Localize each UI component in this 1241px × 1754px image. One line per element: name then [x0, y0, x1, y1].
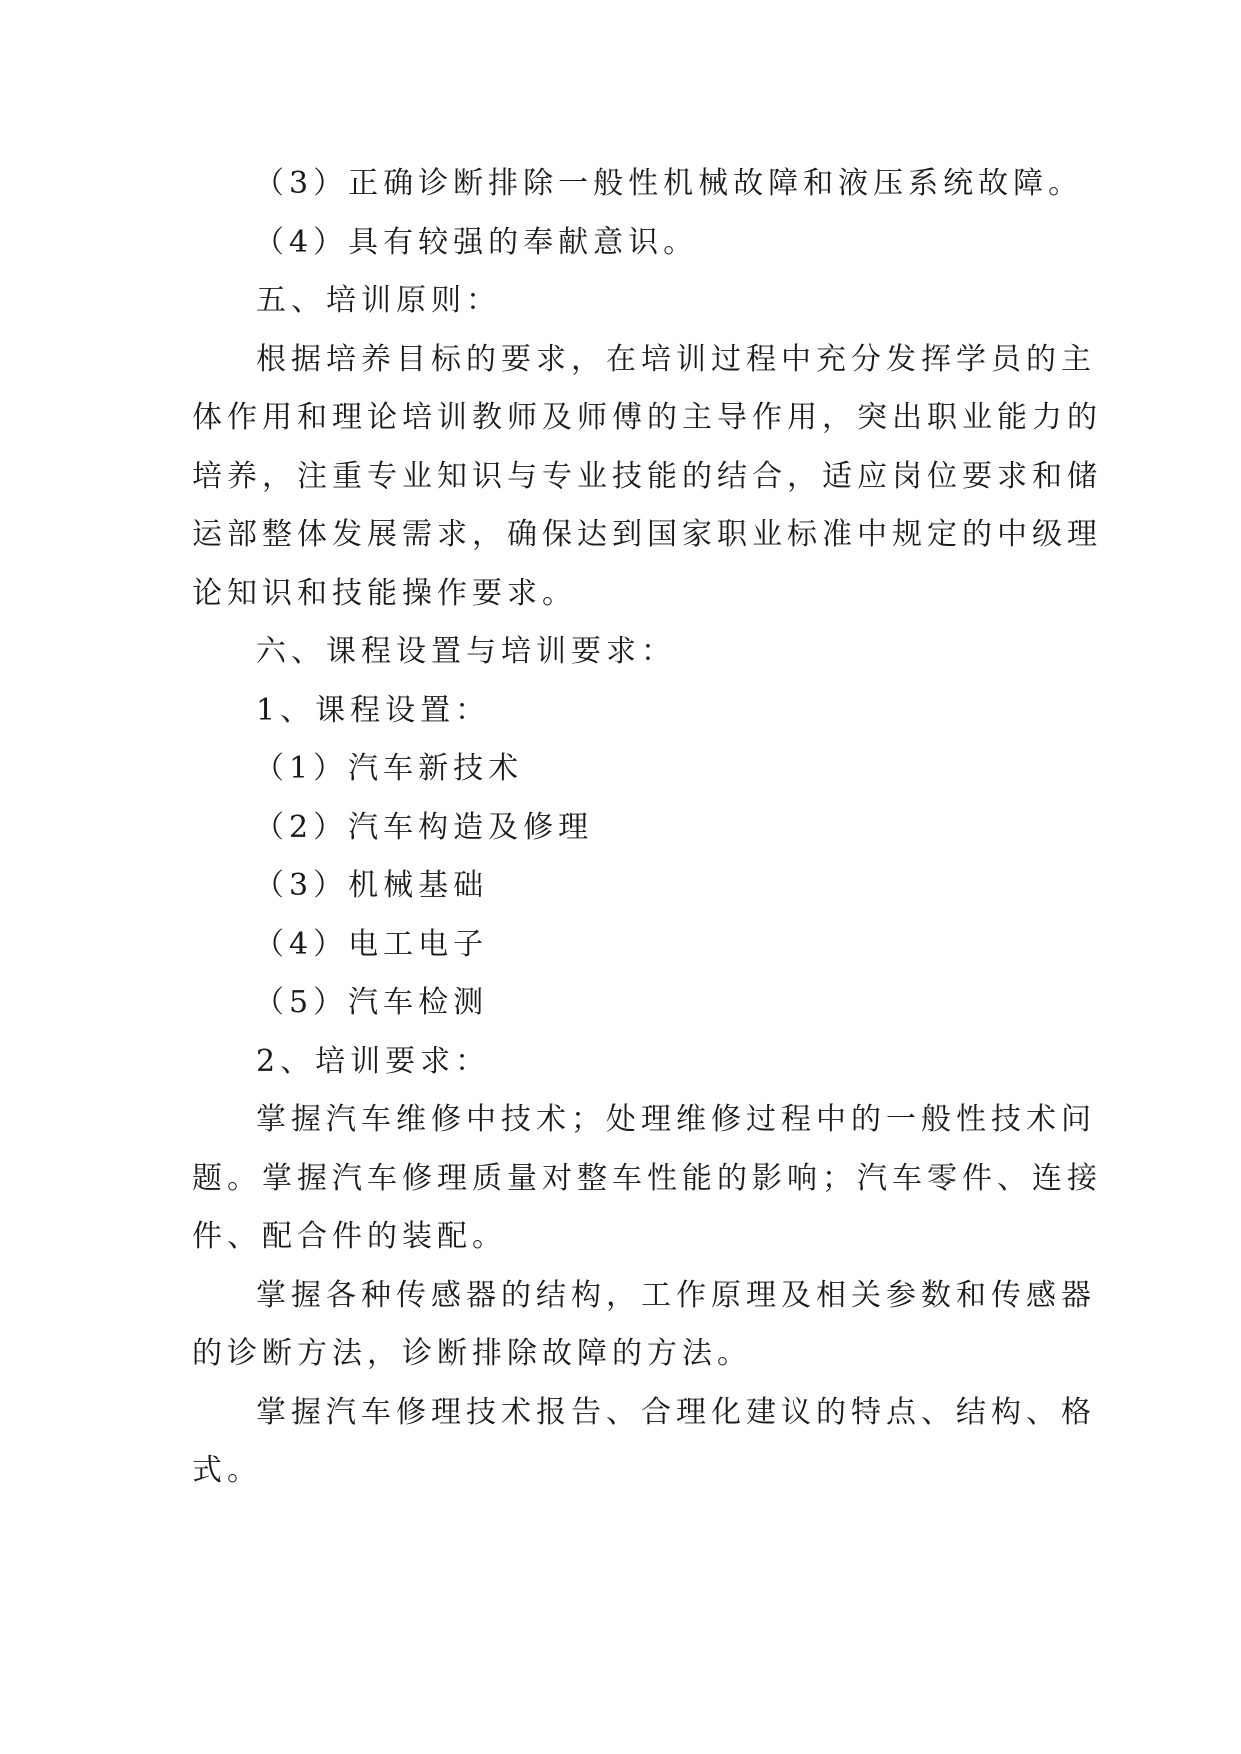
list-item: （2）汽车构造及修理: [254, 809, 594, 845]
subsection-heading: 2、培训要求：: [256, 1043, 491, 1079]
list-item: （4）电工电子: [254, 926, 489, 962]
paragraph-line: 培养，注重专业知识与专业技能的结合，适应岗位要求和储: [192, 458, 1102, 494]
paragraph-line: 论知识和技能操作要求。: [192, 575, 577, 611]
paragraph-line: 的诊断方法，诊断排除故障的方法。: [192, 1336, 752, 1371]
paragraph-line: 体作用和理论培训教师及师傅的主导作用，突出职业能力的: [192, 400, 1102, 435]
paragraph-line: 运部整体发展需求，确保达到国家职业标准中规定的中级理: [192, 517, 1102, 552]
list-item: （5）汽车检测: [254, 985, 489, 1020]
list-item: （1）汽车新技术: [254, 751, 524, 786]
section-heading: 五、培训原则：: [256, 283, 501, 318]
paragraph-line: 掌握汽车修理技术报告、合理化建议的特点、结构、格: [256, 1394, 1096, 1430]
document-body: [192, 155, 1102, 1501]
subsection-heading: 1、课程设置：: [256, 692, 491, 728]
section-heading: 六、课程设置与培训要求：: [256, 634, 676, 669]
text-line: （3）正确诊断排除一般性机械故障和液压系统故障。: [254, 166, 1084, 201]
paragraph-line: 根据培养目标的要求，在培训过程中充分发挥学员的主: [256, 341, 1096, 377]
paragraph-line: 式。: [192, 1453, 262, 1488]
text-line: （4）具有较强的奉献意识。: [254, 224, 699, 260]
paragraph-line: 掌握各种传感器的结构，工作原理及相关参数和传感器: [256, 1277, 1096, 1313]
paragraph-line: 掌握汽车维修中技术；处理维修过程中的一般性技术问: [256, 1102, 1096, 1137]
paragraph-line: 题。掌握汽车修理质量对整车性能的影响；汽车零件、连接: [192, 1160, 1102, 1196]
paragraph-line: 件、配合件的装配。: [192, 1219, 507, 1254]
list-item: （3）机械基础: [254, 868, 489, 903]
